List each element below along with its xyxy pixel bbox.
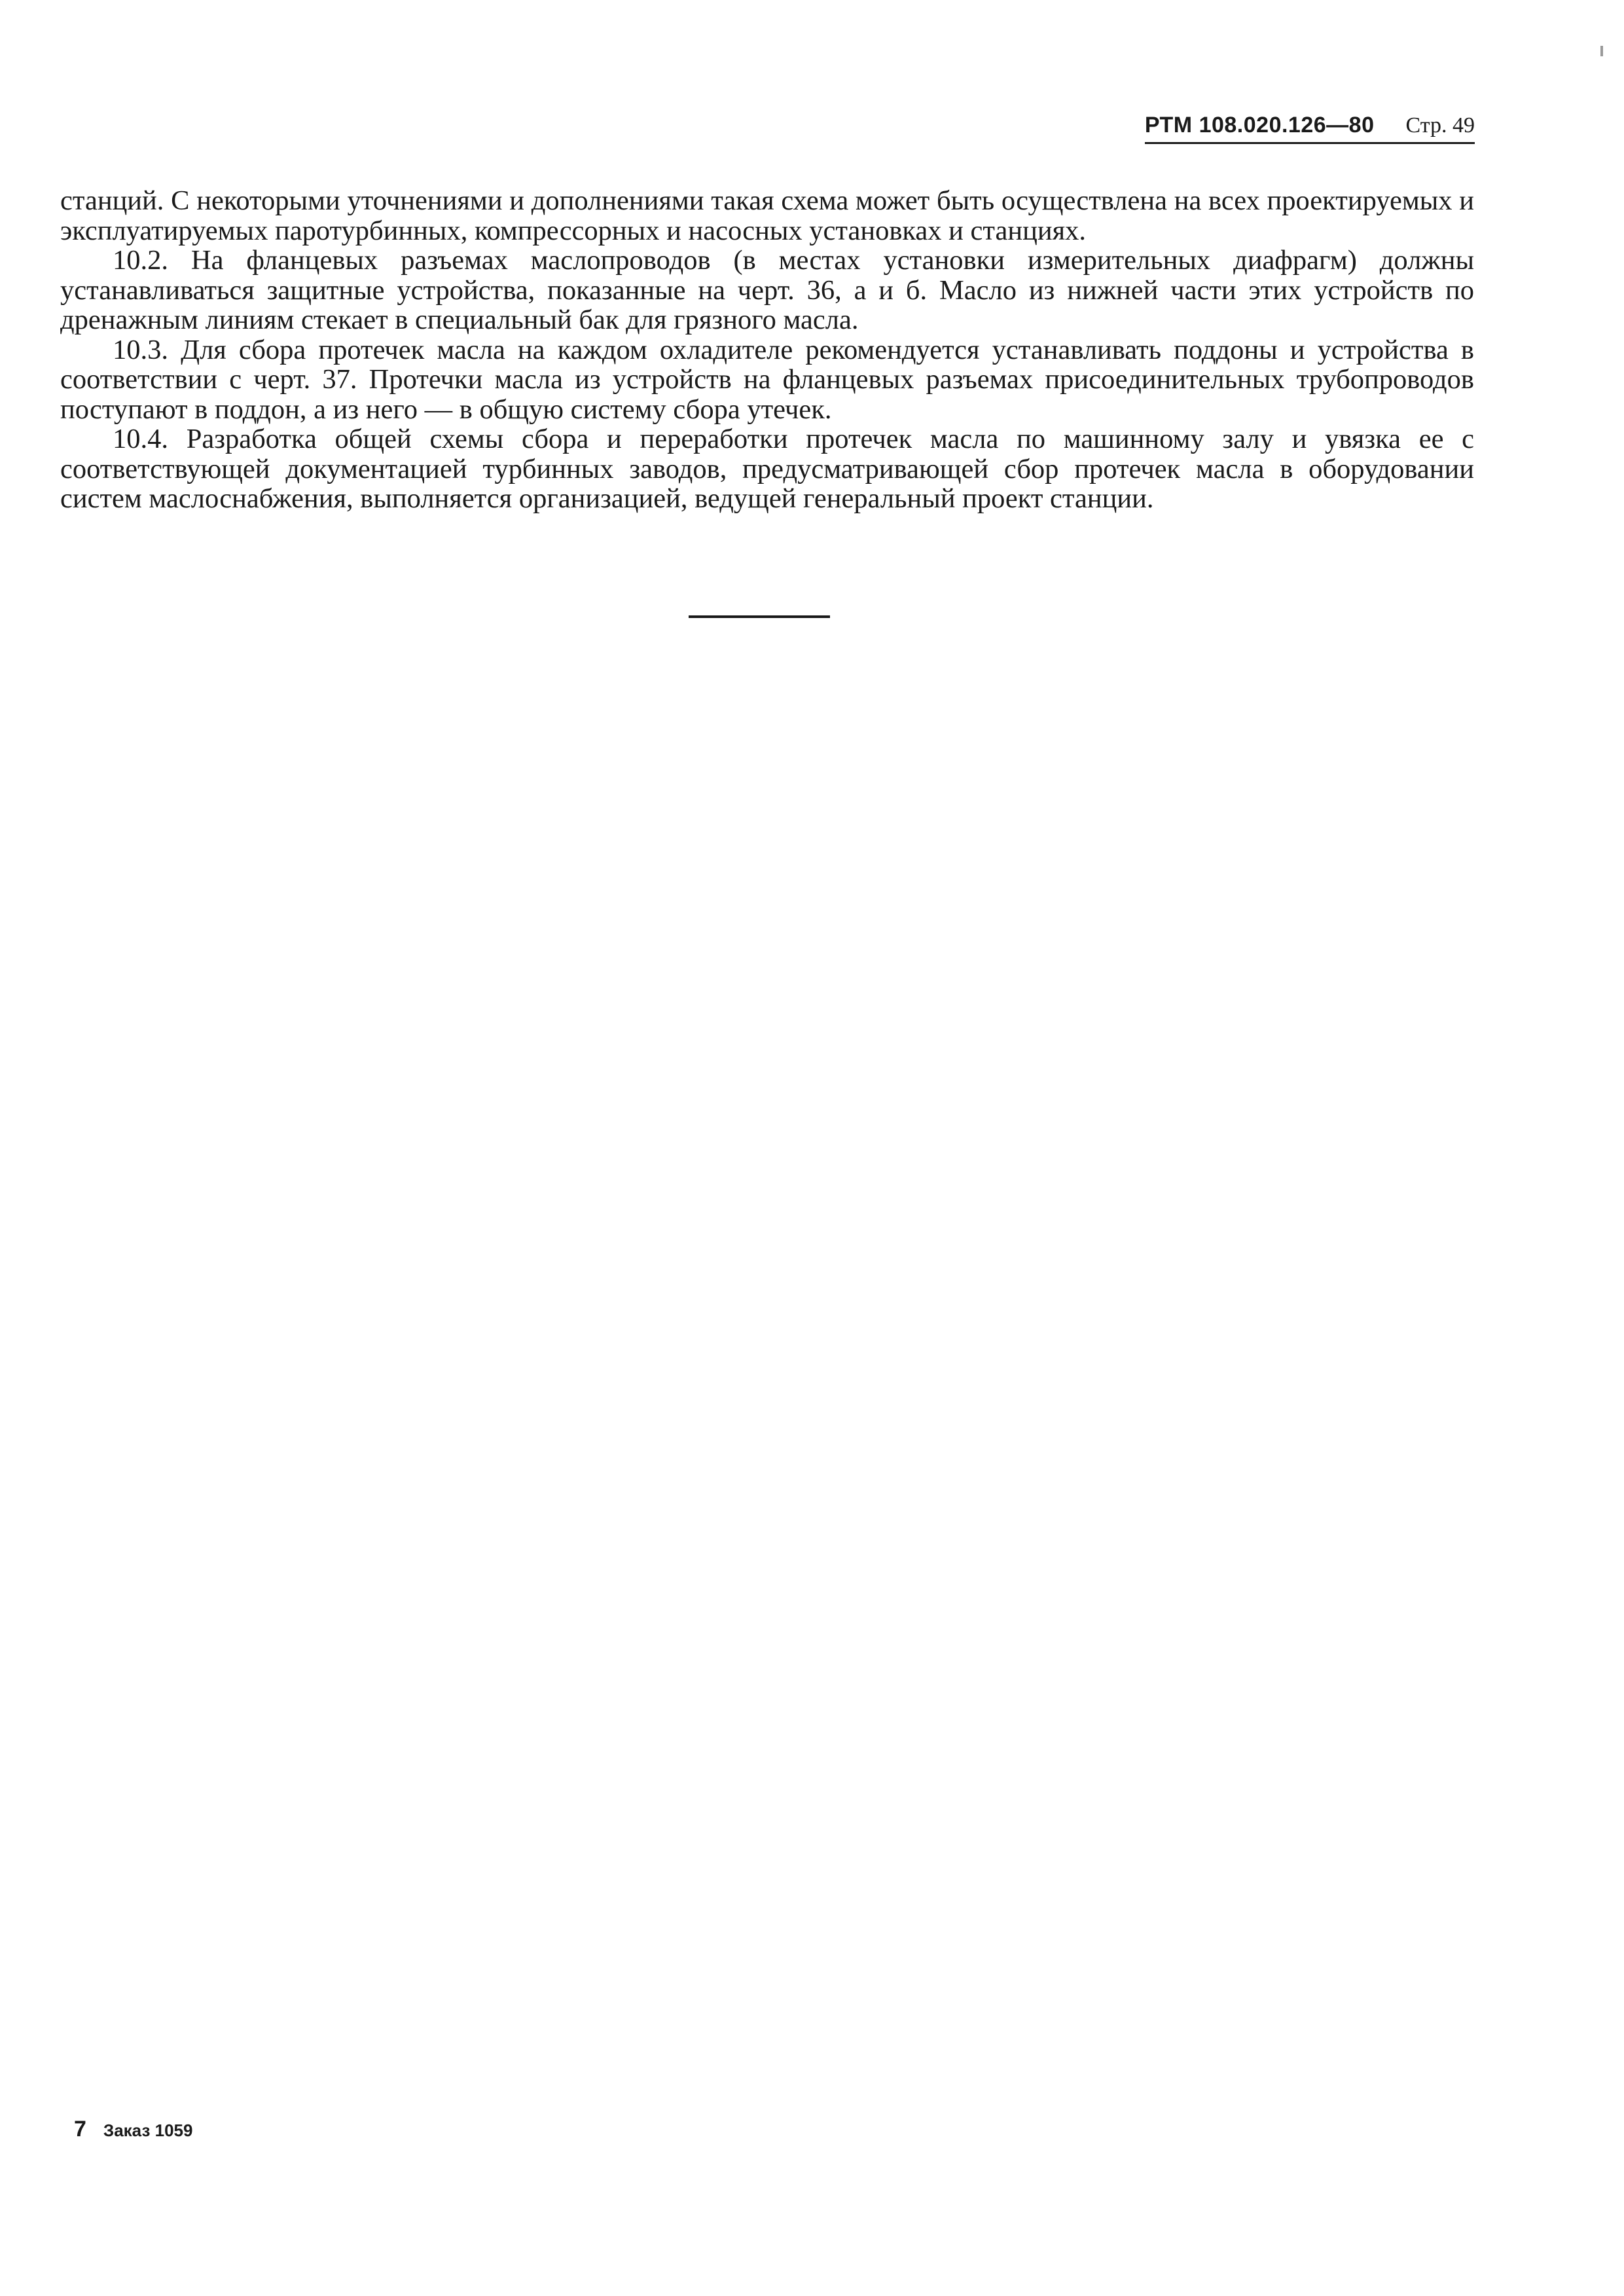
paragraph-continuation: станций. С некоторыми уточнениями и дополнениями такая схема может быть осуществлена на всех проектируемых и эксплуатируемых паротурбинных, компрессорных и насосных установках и станциях. [60,185,1474,246]
page-footer [74,2117,192,2142]
body-text [60,186,1474,514]
page-number: Стр. 49 [1405,113,1475,137]
order-label: Заказ 1059 [103,2121,193,2140]
paragraph-10-4: 10.4. Разработка общей схемы сбора и переработки протечек масла по машинному залу и увязка ее с соответствующей документацией турбинных заводов, предусматривающей сбор протечек масла в оборудовании систем маслоснабжения, выполняется организацией, ведущей генеральный проект станции. [60,424,1474,514]
paragraph-10-2: 10.2. На фланцевых разъемах маслопроводов (в местах установки измерительных диафрагм) должны устанавливаться защитные устройства, показанные на черт. 36, а и б. Масло из нижней части этих устройств по дренажным линиям стекает в специальный бак для грязного масла. [60,245,1474,335]
sheet-number: 7 [74,2117,86,2141]
paragraph-10-3: 10.3. Для сбора протечек масла на каждом охладителе рекомендуется устанавливать поддоны и устройства в соответствии с черт. 37. Протечки масла из устройств на фланцевых разъемах присоединительных трубопроводов поступают в поддон, а из него — в общую систему сбора утечек. [60,334,1474,425]
scan-edge-mark [1600,46,1603,56]
end-separator-line [689,615,830,618]
document-code: РТМ 108.020.126—80 [1144,113,1375,137]
running-header [1145,113,1475,144]
